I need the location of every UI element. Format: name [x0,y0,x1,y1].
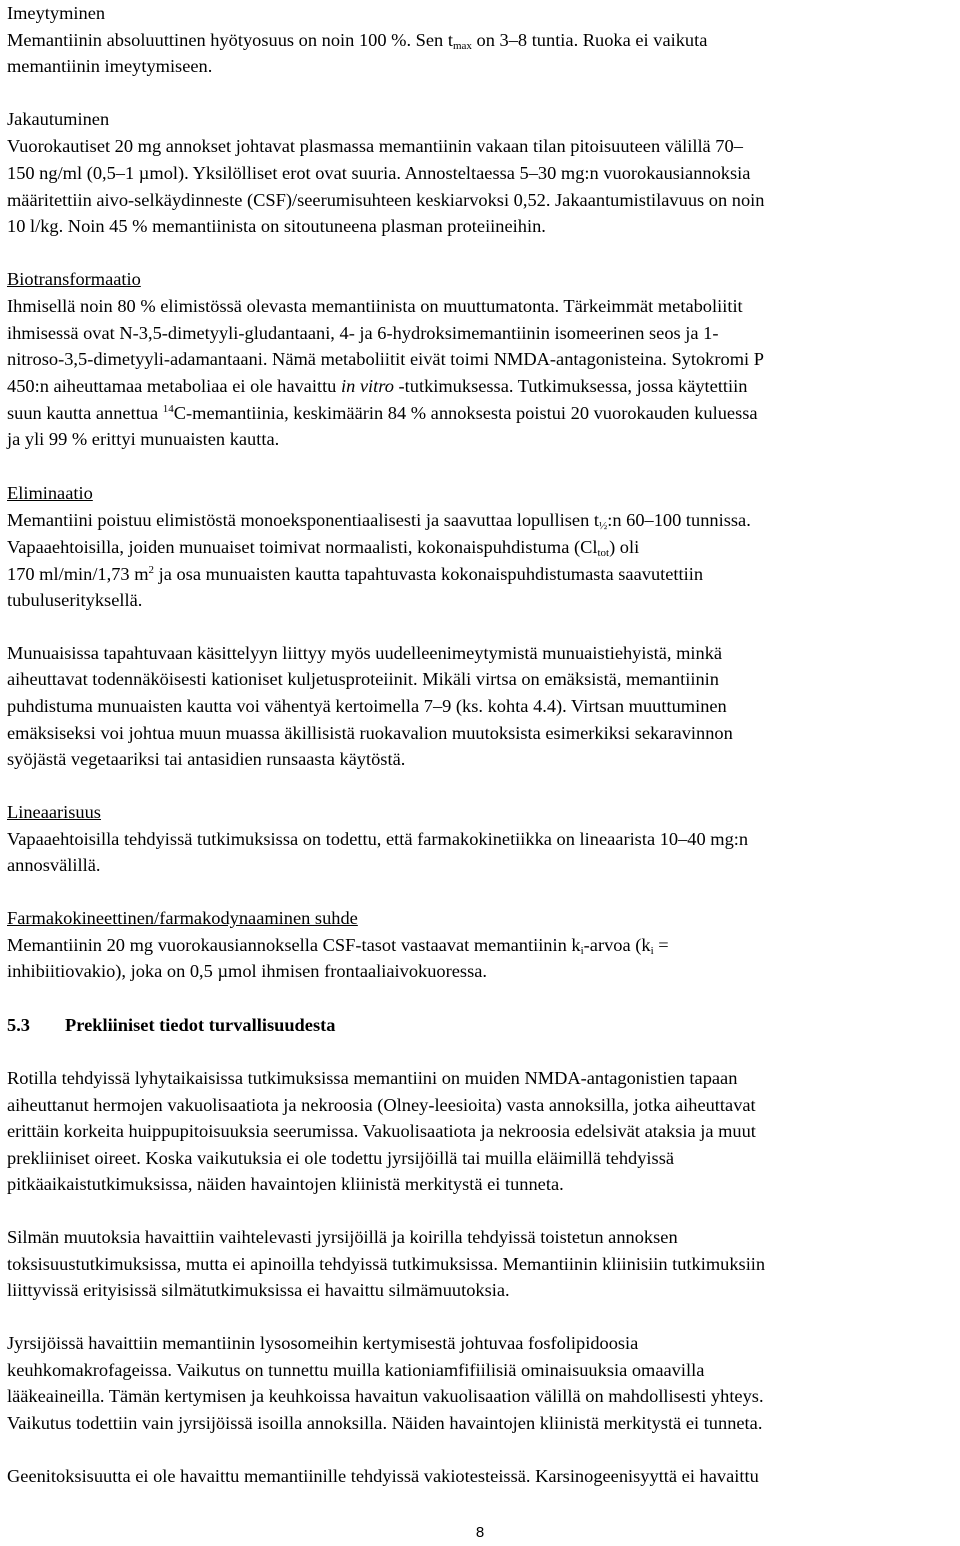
elimination-para2-line: syöjästä vegetaariksi tai antasidien runsaasta käytöstä. [7,749,406,769]
preclinical-p3-line: lääkeaineilla. Tämän kertymisen ja keuhkoissa havaitun vakuolisaation välillä on mahdollisesti yhteys. [7,1386,764,1406]
section-number: 5.3 [7,1015,30,1035]
biotransformation-line: Ihmisellä noin 80 % elimistössä olevasta memantiinista on muuttumatonta. Tärkeimmät metaboliitit [7,296,743,316]
distribution-line: 10 l/kg. Noin 45 % memantiinista on sitoutuneena plasman proteiineihin. [7,216,546,236]
elimination-line: Vapaaehtoisilla, joiden munuaiset toimivat normaalisti, kokonaispuhdistuma $(Cl_{tot})$ oli [7,537,640,559]
absorption-line-2: memantiinin imeytymiseen. [7,56,213,76]
section-title: Prekliiniset tiedot turvallisuudesta [65,1015,336,1035]
elimination-para2-line: Munuaisissa tapahtuvaan käsittelyyn liittyy myös uudelleenimeytymistä munuaistiehyistä, minkä [7,643,723,663]
linearity-line: Vapaaehtoisilla tehdyissä tutkimuksissa on todettu, että farmakokinetiikka on lineaarista 10–40 mg:n [7,829,749,849]
distribution-line: määritettiin aivo-selkäydinneste (CSF)/seerumisuhteen keskiarvoksi 0,52. Jakaantumistilavuus on noin [7,190,765,210]
distribution-line: Vuorokautiset 20 mg annokset johtavat plasmassa memantiinin vakaan tilan pitoisuuteen välillä 70– [7,136,743,156]
pkpd-heading: Farmakokineettinen/farmakodynaaminen suhde [7,908,358,928]
elimination-para2-line: puhdistuma munuaisten kautta voi vähentyä kertoimella 7–9 (ks. kohta 4.4). Virtsan muuttuminen [7,696,727,716]
page-number: 8 [475,1524,485,1541]
preclinical-p1-line: pitkäaikaistutkimuksissa, näiden havaintojen kliinistä merkitystä ei tunneta. [7,1174,564,1194]
preclinical-p1-line: prekliiniset oireet. Koska vaikutuksia ei ole todettu jyrsijöillä tai muilla eläimillä tehdyissä [7,1148,675,1168]
preclinical-p2-line: toksisuustutkimuksissa, mutta ei apinoilla tehdyissä tutkimuksissa. Memantiinin kliinisiin tutkimuksiin [7,1254,766,1274]
biotransformation-line: 450:n aiheuttamaa metaboliaa ei ole havaittu in vitro -tutkimuksessa. Tutkimuksessa, jossa käytettiin [7,376,748,396]
elimination-line: tubuluserityksellä. [7,590,143,610]
distribution-heading: Jakautuminen [7,109,110,129]
preclinical-p1-line: erittäin korkeita huippupitoisuuksia seerumissa. Vakuolisaatiota ja nekroosia edelsivät ataksia ja muut [7,1121,756,1141]
elimination-line: 170 ml/min/1,73 $m^2$ ja osa munuaisten kautta tapahtuvasta kokonaispuhdistumasta saavutettiin [7,564,704,584]
preclinical-p1-line: Rotilla tehdyissä lyhytaikaisissa tutkimuksissa memantiini on muiden NMDA-antagonistien tapaan [7,1068,738,1088]
pkpd-line: Memantiinin 20 mg vuorokausiannoksella CSF-tasot vastaavat memantiinin $k_i$-arvoa ($k_i$ = [7,935,669,957]
biotransformation-line: suun kautta annettua $^{14}$C-memantiinia, keskimäärin 84 % annoksesta poistui 20 vuorokauden kuluessa [7,403,758,423]
preclinical-p3-line: keuhkomakrofageissa. Vaikutus on tunnettu muilla kationiamfifiilisiä ominaisuuksia omaavilla [7,1360,705,1380]
section-heading [7,1012,335,1039]
elimination-para2-line: aiheuttavat todennäköisesti kationiset kuljetusproteiinit. Mikäli virtsa on emäksistä, memantiinin [7,669,719,689]
elimination-line: Memantiini poistuu elimistöstä monoeksponentiaalisesti ja saavuttaa lopullisen $t_{\frac{1}{2}}:n$ 60–100 tunnissa. [7,510,751,532]
biotransformation-line: ja yli 99 % erittyi munuaisten kautta. [7,429,280,449]
biotransformation-heading: Biotransformaatio [7,269,141,289]
biotransformation-line: ihmisessä ovat N-3,5-dimetyyli-gludantaani, 4- ja 6-hydroksimemantiinin isomeerinen seos ja 1- [7,323,719,343]
preclinical-p3-line: Jyrsijöissä havaittiin memantiinin lysosomeihin kertymisestä johtuvaa fosfolipidoosia [7,1333,639,1353]
preclinical-p3-line: Vaikutus todettiin vain jyrsijöissä isoilla annoksilla. Näiden havaintojen kliinistä merkitystä ei tunneta. [7,1413,763,1433]
linearity-line: annosvälillä. [7,855,101,875]
elimination-heading: Eliminaatio [7,483,93,503]
linearity-heading: Lineaarisuus [7,802,101,822]
absorption-line-1: Memantiinin absoluuttinen hyötyosuus on noin 100 %. Sen $t_{max}$ on 3–8 tuntia. Ruoka ei vaikuta [7,30,708,52]
preclinical-p2-line: liittyvissä erityisissä silmätutkimuksissa ei havaittu silmämuutoksia. [7,1280,510,1300]
preclinical-p2-line: Silmän muutoksia havaittiin vaihtelevasti jyrsijöillä ja koirilla tehdyissä toistetun annoksen [7,1227,678,1247]
preclinical-p1-line: aiheuttanut hermojen vakuolisaatiota ja nekroosia (Olney-leesioita) vasta annoksilla, jotka aiheuttavat [7,1095,756,1115]
absorption-heading: Imeytyminen [7,3,106,23]
biotransformation-line: nitroso-3,5-dimetyyli-adamantaani. Nämä metaboliitit eivät toimi NMDA-antagonisteina. Sytokromi P [7,349,764,369]
pkpd-line: inhibiitiovakio), joka on 0,5 µmol ihmisen frontaaliaivokuoressa. [7,961,487,981]
preclinical-p4-line: Geenitoksisuutta ei ole havaittu memantiinille tehdyissä vakiotesteissä. Karsinogeenisyyttä ei havaittu [7,1466,759,1486]
distribution-line: 150 ng/ml (0,5–1 µmol). Yksilölliset erot ovat suuria. Annosteltaessa 5–30 mg:n vuorokausiannoksia [7,163,751,183]
elimination-para2-line: emäksiseksi voi johtua muun muassa äkillisistä ruokavalion muutoksista esimerkiksi sekaravinnon [7,723,733,743]
